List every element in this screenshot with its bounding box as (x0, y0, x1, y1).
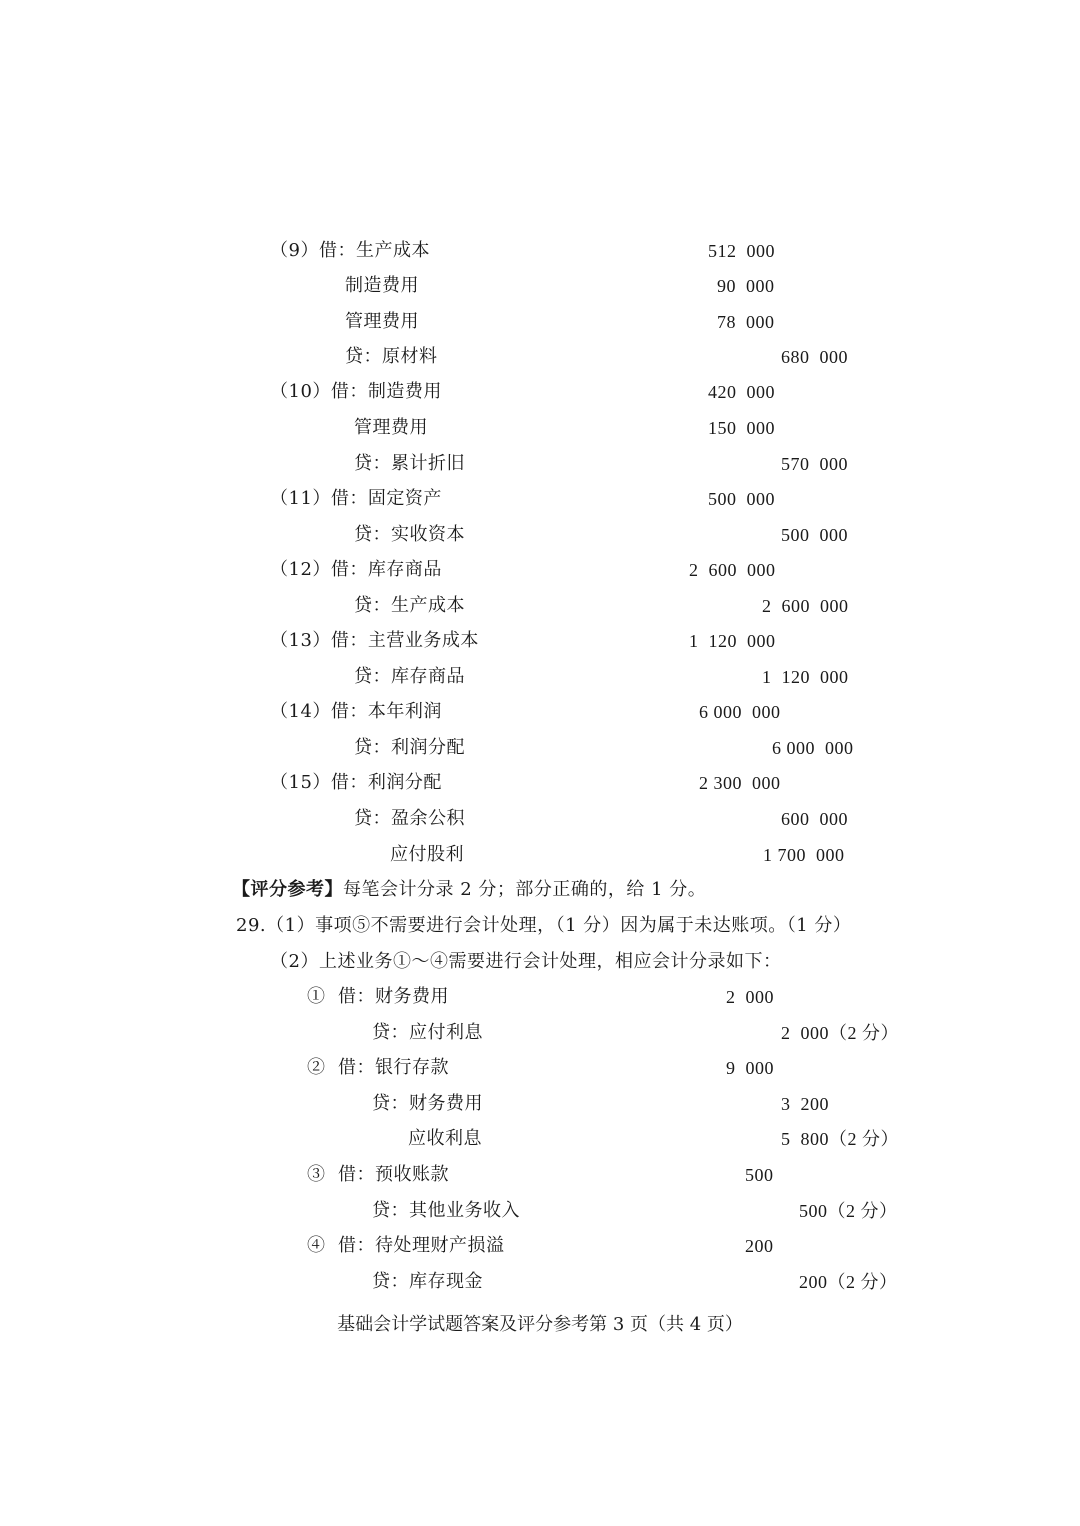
entry-11-credit-amount: 500 000 (781, 525, 848, 545)
q29-entry-2-debit-account: ② 借：银行存款 (307, 1057, 449, 1078)
entry-15-debit-account: （15）借：利润分配 (270, 772, 442, 793)
entry-9-debit-amount-3: 78 000 (717, 312, 775, 332)
q29-entry-1-credit-amount: 2 000（2 分） (781, 1023, 899, 1043)
entry-10-credit-account: 贷：累计折旧 (354, 453, 465, 474)
entry-9-credit-amount: 680 000 (781, 347, 848, 367)
q29-part2: （2）上述业务①～④需要进行会计处理，相应会计分录如下： (270, 951, 782, 972)
q29-entry-4-debit-amount: 200 (745, 1236, 774, 1256)
q29-entry-2-credit-account: 贷：财务费用 (372, 1093, 483, 1114)
q29-entry-4-credit-amount: 200（2 分） (799, 1272, 898, 1292)
entry-15-credit-amount: 600 000 (781, 809, 848, 829)
grading-note-text: 每笔会计分录 2 分；部分正确的，给 1 分。 (343, 879, 707, 900)
q29-entry-3-credit-account: 贷：其他业务收入 (372, 1200, 520, 1221)
q29-entry-2-credit-amount: 3 200 (781, 1094, 829, 1114)
grading-note (232, 879, 706, 901)
entry-14-debit-amount: 6 000 000 (699, 702, 781, 722)
entry-12-debit-account: （12）借：库存商品 (270, 559, 442, 580)
grading-note-label: 【评分参考】 (232, 879, 343, 900)
q29-entry-4-credit-account: 贷：库存现金 (372, 1271, 483, 1292)
q29-entry-1-debit-amount: 2 000 (726, 987, 774, 1007)
entry-12-credit-amount: 2 600 000 (762, 596, 849, 616)
entry-13-credit-amount: 1 120 000 (762, 667, 849, 687)
entry-9-debit-amount: 512 000 (708, 241, 775, 261)
q29-entry-3-credit-amount: 500（2 分） (799, 1201, 898, 1221)
entry-15-credit-account: 贷：盈余公积 (354, 808, 465, 829)
entry-13-credit-account: 贷：库存商品 (354, 666, 465, 687)
entry-14-credit-amount: 6 000 000 (772, 738, 854, 758)
q29-entry-2-debit-amount: 9 000 (726, 1058, 774, 1078)
entry-9-debit-account-2: 制造费用 (345, 275, 419, 296)
page-footer: 基础会计学试题答案及评分参考第 3 页（共 4 页） (337, 1314, 743, 1335)
q29-entry-3-debit-amount: 500 (745, 1165, 774, 1185)
q29-entry-2-credit-amount-2: 5 800（2 分） (781, 1129, 899, 1149)
entry-9-debit-account-3: 管理费用 (345, 311, 419, 332)
entry-13-debit-amount: 1 120 000 (689, 631, 776, 651)
entry-10-debit-account: （10）借：制造费用 (270, 381, 442, 402)
entry-13-debit-account: （13）借：主营业务成本 (270, 630, 479, 651)
entry-9-credit-account: 贷：原材料 (345, 346, 438, 367)
entry-11-debit-account: （11）借：固定资产 (270, 488, 442, 509)
q29-entry-4-debit-account: ④ 借：待处理财产损溢 (307, 1235, 505, 1256)
entry-15-credit-amount-2: 1 700 000 (763, 845, 845, 865)
q29-entry-1-debit-account: ① 借：财务费用 (307, 986, 449, 1007)
entry-14-credit-account: 贷：利润分配 (354, 737, 465, 758)
entry-14-debit-account: （14）借：本年利润 (270, 701, 442, 722)
entry-10-debit-amount: 420 000 (708, 382, 775, 402)
q29-entry-1-credit-account: 贷：应付利息 (372, 1022, 483, 1043)
q29-entry-3-debit-account: ③ 借：预收账款 (307, 1164, 449, 1185)
entry-9-debit-amount-2: 90 000 (717, 276, 775, 296)
entry-12-credit-account: 贷：生产成本 (354, 595, 465, 616)
q29-part1: 29.（1）事项⑤不需要进行会计处理，（1 分）因为属于未达账项。（1 分） (236, 915, 852, 936)
entry-9-debit-account: （9）借：生产成本 (270, 240, 430, 261)
entry-10-credit-amount: 570 000 (781, 454, 848, 474)
entry-12-debit-amount: 2 600 000 (689, 560, 776, 580)
entry-15-debit-amount: 2 300 000 (699, 773, 781, 793)
q29-entry-2-credit-account-2: 应收利息 (408, 1128, 482, 1149)
entry-11-credit-account: 贷：实收资本 (354, 524, 465, 545)
entry-10-debit-amount-2: 150 000 (708, 418, 775, 438)
entry-15-credit-account-2: 应付股利 (390, 844, 464, 865)
entry-10-debit-account-2: 管理费用 (354, 417, 428, 438)
entry-11-debit-amount: 500 000 (708, 489, 775, 509)
